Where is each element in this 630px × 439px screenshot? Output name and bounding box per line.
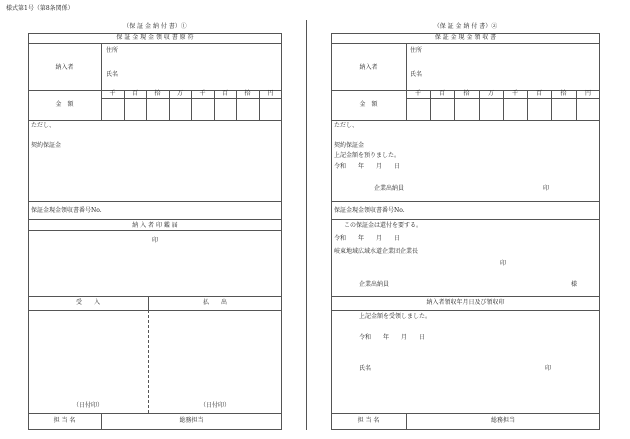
- right-digit: 拾: [463, 90, 470, 97]
- right-date-line3: 令和 年 月 日: [359, 334, 426, 341]
- left-receipt-no: 保証金現金領収書番号No.: [31, 207, 102, 214]
- right-digit: 拾: [560, 90, 567, 97]
- right-cashier2: 企業出納員: [359, 281, 390, 288]
- left-general-label: 総務担当: [179, 417, 204, 424]
- right-refund-text: この保証金は還付を要する。: [344, 222, 423, 229]
- form-number: 様式第1号（第8条関係）: [6, 5, 74, 12]
- right-title: （保 証 金 納 付 書）②: [433, 23, 498, 30]
- right-digit: 円: [584, 90, 591, 97]
- left-name-label: 氏名: [106, 71, 119, 78]
- left-digit: 百: [221, 90, 228, 97]
- right-name-label2: 氏名: [359, 365, 372, 372]
- right-digit: 百: [535, 90, 542, 97]
- left-seal-mark: 印: [151, 237, 158, 244]
- right-date-line: 令和 年 月 日: [334, 163, 401, 170]
- left-address-label: 住所: [106, 47, 119, 54]
- right-receipt-no: 保証金現金領収書番号No.: [334, 207, 405, 214]
- right-date-line2: 令和 年 月 日: [334, 235, 401, 242]
- right-general-label: 総務担当: [490, 417, 515, 424]
- left-digit: 百: [131, 90, 138, 97]
- left-digit: 千: [109, 90, 116, 97]
- left-digit: 円: [267, 90, 274, 97]
- left-digit: 万: [176, 90, 183, 97]
- left-purpose: 契約保証金: [31, 142, 62, 149]
- left-digit: 拾: [154, 90, 161, 97]
- left-tadashi: ただし、: [31, 122, 56, 129]
- left-payer-label: 納入者: [55, 64, 74, 71]
- right-subtitle: 保 証 金 現 金 領 収 書: [434, 34, 497, 41]
- right-seal-mark2: 印: [500, 260, 507, 267]
- right-received-text2: 上記金額を受領しました。: [359, 313, 432, 320]
- right-digit: 百: [438, 90, 445, 97]
- right-tadashi: ただし、: [334, 122, 359, 129]
- right-digit: 千: [511, 90, 518, 97]
- right-cashier: 企業出納員: [374, 185, 405, 192]
- left-receive-label: 受 入: [75, 299, 100, 306]
- left-date-seal-left: （日付印）: [72, 402, 103, 409]
- right-received-text: 上記金額を預りました。: [334, 152, 401, 159]
- right-name-label: 氏名: [410, 71, 423, 78]
- right-section-header: 納入者領収年月日及び領収印: [426, 299, 505, 306]
- right-amount-label: 金 額: [359, 101, 378, 108]
- left-payout-label: 払 出: [202, 299, 227, 306]
- right-seal-mark: 印: [543, 185, 550, 192]
- left-title: （保 証 金 納 付 書）①: [123, 23, 187, 30]
- right-digit: 千: [414, 90, 421, 97]
- left-subtitle: 保 証 金 現 金 領 収 書 原 符: [116, 34, 194, 41]
- left-amount-label: 金 額: [55, 101, 74, 108]
- left-person-label: 担 当 名: [53, 417, 76, 424]
- right-seal-mark3: 印: [545, 365, 552, 372]
- right-person-label: 担 当 名: [357, 417, 380, 424]
- left-digit: 千: [199, 90, 206, 97]
- left-date-seal-right: （日付印）: [199, 402, 230, 409]
- left-seal-header: 納 入 者 印 鑑 届: [132, 222, 178, 229]
- right-org-head: 岐東地域広域水道企業団企業長: [334, 248, 419, 255]
- right-address-label: 住所: [410, 47, 423, 54]
- right-purpose: 契約保証金: [334, 142, 365, 149]
- right-sama: 様: [571, 281, 578, 288]
- right-payer-label: 納入者: [359, 64, 378, 71]
- left-digit: 拾: [244, 90, 251, 97]
- right-digit: 万: [487, 90, 494, 97]
